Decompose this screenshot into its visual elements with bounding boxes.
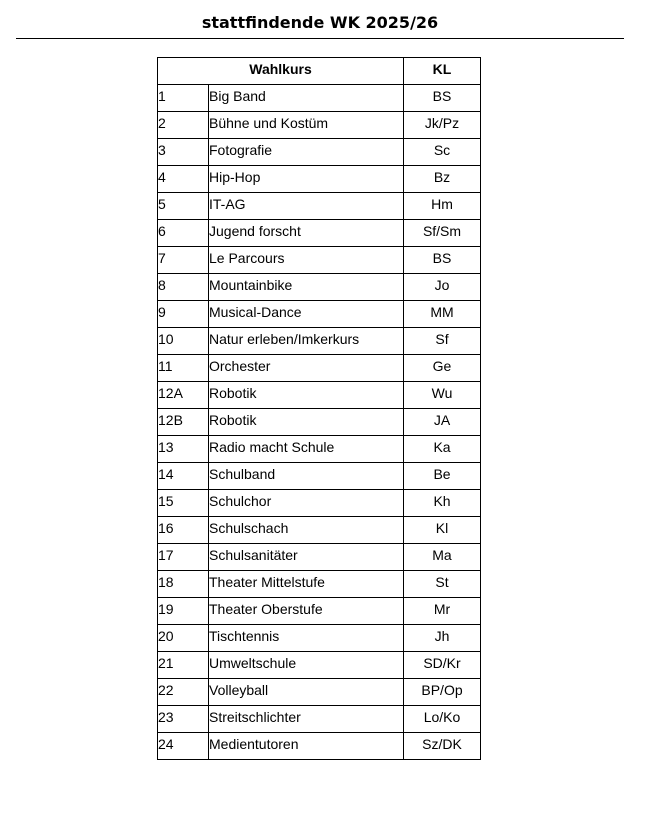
course-number: 10 [158, 328, 209, 355]
table-row [158, 544, 481, 571]
course-teacher-code: Sc [404, 139, 481, 166]
table-row [158, 328, 481, 355]
table-row [158, 679, 481, 706]
course-number: 3 [158, 139, 209, 166]
course-name: Bühne und Kostüm [209, 112, 404, 139]
course-name: Schulband [209, 463, 404, 490]
course-teacher-code: Jk/Pz [404, 112, 481, 139]
course-name: Jugend forscht [209, 220, 404, 247]
course-name: Le Parcours [209, 247, 404, 274]
title-divider [16, 38, 624, 39]
course-name: IT-AG [209, 193, 404, 220]
course-number: 2 [158, 112, 209, 139]
course-name: Big Band [209, 85, 404, 112]
course-name: Orchester [209, 355, 404, 382]
course-number: 12B [158, 409, 209, 436]
course-teacher-code: Be [404, 463, 481, 490]
table-row [158, 301, 481, 328]
course-number: 9 [158, 301, 209, 328]
course-name: Radio macht Schule [209, 436, 404, 463]
course-teacher-code: Sf [404, 328, 481, 355]
course-teacher-code: Sf/Sm [404, 220, 481, 247]
course-teacher-code: JA [404, 409, 481, 436]
table-row [158, 598, 481, 625]
course-teacher-code: Mr [404, 598, 481, 625]
course-number: 24 [158, 733, 209, 760]
table-header-row [158, 58, 481, 85]
course-number: 4 [158, 166, 209, 193]
course-name: Tischtennis [209, 625, 404, 652]
course-name: Schulsanitäter [209, 544, 404, 571]
wahlkurs-table [157, 57, 481, 760]
course-number: 17 [158, 544, 209, 571]
table-row [158, 436, 481, 463]
course-number: 20 [158, 625, 209, 652]
course-name: Volleyball [209, 679, 404, 706]
course-number: 13 [158, 436, 209, 463]
course-teacher-code: Sz/DK [404, 733, 481, 760]
course-name: Robotik [209, 382, 404, 409]
course-teacher-code: BS [404, 85, 481, 112]
table-body [158, 85, 481, 760]
table-row [158, 220, 481, 247]
course-name: Streitschlichter [209, 706, 404, 733]
course-teacher-code: SD/Kr [404, 652, 481, 679]
header-kl: KL [404, 58, 481, 85]
page-title: stattfindende WK 2025/26 [201, 13, 439, 32]
course-name: Natur erleben/Imkerkurs [209, 328, 404, 355]
course-number: 18 [158, 571, 209, 598]
course-number: 14 [158, 463, 209, 490]
course-number: 15 [158, 490, 209, 517]
course-number: 23 [158, 706, 209, 733]
course-teacher-code: Lo/Ko [404, 706, 481, 733]
table-row [158, 706, 481, 733]
table-row [158, 166, 481, 193]
course-teacher-code: Hm [404, 193, 481, 220]
course-number: 21 [158, 652, 209, 679]
course-teacher-code: BP/Op [404, 679, 481, 706]
course-number: 12A [158, 382, 209, 409]
table-row [158, 490, 481, 517]
course-number: 19 [158, 598, 209, 625]
course-number: 5 [158, 193, 209, 220]
course-teacher-code: Ge [404, 355, 481, 382]
course-teacher-code: Bz [404, 166, 481, 193]
course-teacher-code: BS [404, 247, 481, 274]
table-row [158, 382, 481, 409]
course-number: 6 [158, 220, 209, 247]
header-wahlkurs: Wahlkurs [158, 58, 404, 85]
table-row [158, 733, 481, 760]
table-row [158, 274, 481, 301]
course-teacher-code: Ka [404, 436, 481, 463]
course-name: Theater Mittelstufe [209, 571, 404, 598]
course-number: 1 [158, 85, 209, 112]
table-row [158, 139, 481, 166]
table-row [158, 247, 481, 274]
course-teacher-code: Kh [404, 490, 481, 517]
course-name: Musical-Dance [209, 301, 404, 328]
course-number: 8 [158, 274, 209, 301]
course-teacher-code: Jh [404, 625, 481, 652]
course-name: Robotik [209, 409, 404, 436]
course-number: 7 [158, 247, 209, 274]
table-row [158, 463, 481, 490]
course-number: 11 [158, 355, 209, 382]
course-teacher-code: St [404, 571, 481, 598]
course-name: Schulchor [209, 490, 404, 517]
course-number: 22 [158, 679, 209, 706]
course-name: Hip-Hop [209, 166, 404, 193]
table-row [158, 517, 481, 544]
course-name: Fotografie [209, 139, 404, 166]
table-row [158, 193, 481, 220]
course-teacher-code: Wu [404, 382, 481, 409]
table-row [158, 625, 481, 652]
course-teacher-code: Kl [404, 517, 481, 544]
table-row [158, 112, 481, 139]
course-name: Theater Oberstufe [209, 598, 404, 625]
course-number: 16 [158, 517, 209, 544]
course-teacher-code: MM [404, 301, 481, 328]
course-name: Schulschach [209, 517, 404, 544]
table-row [158, 652, 481, 679]
table-row [158, 355, 481, 382]
course-name: Umweltschule [209, 652, 404, 679]
course-teacher-code: Jo [404, 274, 481, 301]
table-row [158, 571, 481, 598]
course-name: Medientutoren [209, 733, 404, 760]
course-teacher-code: Ma [404, 544, 481, 571]
table-row [158, 85, 481, 112]
table-row [158, 409, 481, 436]
course-name: Mountainbike [209, 274, 404, 301]
